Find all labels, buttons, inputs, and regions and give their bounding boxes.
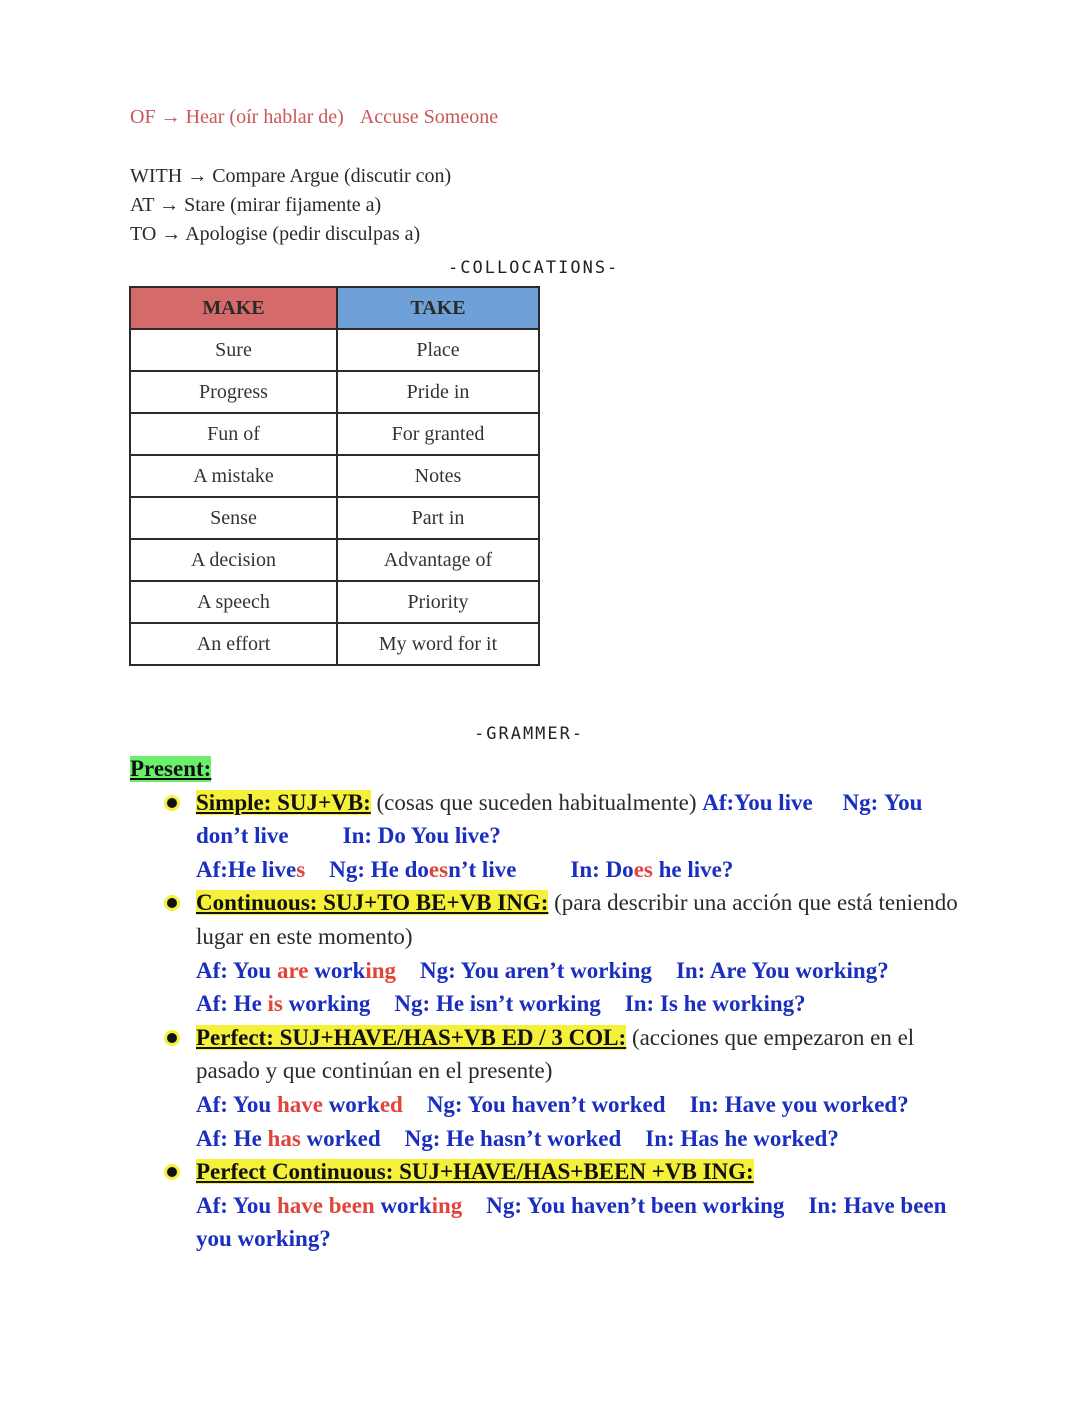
table-row (130, 413, 539, 455)
example-ng: Ng: He hasn’t worked (404, 1125, 622, 1151)
tense-desc-simple: (cosas que suceden habitualmente) (376, 789, 697, 815)
example-af-verb: work (308, 957, 366, 983)
example-af: Af:He live (196, 856, 297, 882)
table-row (130, 455, 539, 497)
collocations-title: -COLLOCATIONS- (448, 258, 620, 278)
collocations-table (129, 286, 540, 666)
tense-name-simple: Simple: SUJ+VB: (196, 789, 371, 815)
example-line-he (196, 853, 960, 887)
make-cell: An effort (130, 623, 337, 665)
present-label: Present: (130, 756, 212, 781)
tense-name-continuous: Continuous: SUJ+TO BE+VB ING: (196, 890, 549, 916)
take-cell: Advantage of (337, 539, 539, 581)
make-cell: Fun of (130, 413, 337, 455)
grammar-section (130, 752, 960, 1256)
header-take: TAKE (337, 287, 539, 329)
make-cell: Sure (130, 329, 337, 371)
list-item-perfect-continuous (196, 1155, 960, 1256)
of-preposition-line (130, 106, 498, 129)
highlight-aux: have been (276, 1192, 375, 1218)
take-cell: For granted (337, 413, 539, 455)
example-af: Af: You (196, 1192, 277, 1218)
tense-name-perfect-continuous: Perfect Continuous: SUJ+HAVE/HAS+BEEN +VB ING: (196, 1159, 754, 1185)
example-in: In: Is he working? (624, 991, 806, 1017)
example-line-you (196, 954, 960, 988)
highlight-ending: es (633, 856, 653, 882)
make-cell: A decision (130, 539, 337, 581)
highlight-aux: has (267, 1125, 301, 1151)
example-af-verb: work (374, 1192, 432, 1218)
list-item-perfect (196, 1021, 960, 1155)
example-ng: Ng: You aren’t working (420, 957, 652, 983)
table-row (130, 539, 539, 581)
example-ng: Ng: You haven’t been working (486, 1192, 785, 1218)
take-cell: Place (337, 329, 539, 371)
example-ng: Ng: He isn’t working (394, 991, 601, 1017)
table-row (130, 497, 539, 539)
with-preposition-line: WITH → Compare Argue (discutir con) (130, 165, 452, 187)
take-cell: Part in (337, 497, 539, 539)
list-item-simple (196, 786, 960, 887)
tense-name-perfect: Perfect: SUJ+HAVE/HAS+VB ED / 3 COL: (196, 1024, 627, 1050)
grammar-title: -GRAMMER- (474, 724, 585, 744)
highlight-aux: is (267, 991, 283, 1017)
example-in: In: Are You working? (675, 957, 889, 983)
example-in: In: Do (570, 856, 634, 882)
header-make: MAKE (130, 287, 337, 329)
example-in: In: Have you worked? (689, 1091, 909, 1117)
example-af: Af: He (196, 1125, 268, 1151)
table-header-row (130, 287, 539, 329)
highlight-ending: ing (365, 957, 397, 983)
highlight-aux: are (276, 957, 309, 983)
tense-desc-perfect: (acciones que empezaron en el pasado y que continúan en el presente) (196, 1024, 915, 1084)
table-row (130, 329, 539, 371)
highlight-aux: have (276, 1091, 323, 1117)
of-word-accuse: Accuse Someone (359, 106, 499, 128)
example-ng: Ng: You haven’t worked (426, 1091, 666, 1117)
list-item-continuous (196, 886, 960, 1020)
of-word-hear: Hear (oír hablar de) (185, 106, 344, 128)
take-cell: Pride in (337, 371, 539, 413)
example-in: In: Has he worked? (645, 1125, 839, 1151)
example-af-verb: work (322, 1091, 380, 1117)
make-cell: Sense (130, 497, 337, 539)
example-af: Af:You live (702, 789, 813, 815)
of-prefix: OF → (130, 106, 186, 128)
example-line-you (196, 1189, 960, 1256)
example-af-verb: working (282, 991, 371, 1017)
table-row (130, 581, 539, 623)
take-cell: Priority (337, 581, 539, 623)
example-ng: Ng: (842, 789, 879, 815)
example-in: In: Have been you working? (196, 1192, 947, 1252)
to-preposition-line: TO → Apologise (pedir disculpas a) (130, 223, 421, 245)
take-cell: Notes (337, 455, 539, 497)
highlight-ending: es (428, 856, 449, 882)
tense-desc-continuous: (para describir una acción que está teniendo lugar en este momento) (196, 890, 958, 949)
example-ng-cont: You don’t live (196, 789, 923, 849)
example-line-he (196, 1122, 960, 1156)
example-ng-end: n’t live (448, 856, 517, 882)
example-af: Af: You (196, 1091, 277, 1117)
example-ng: Ng: He do (329, 856, 429, 882)
example-af: Af: You (196, 957, 277, 983)
example-in: In: Do You live? (342, 823, 501, 849)
at-preposition-line: AT → Stare (mirar fijamente a) (130, 194, 382, 216)
make-cell: Progress (130, 371, 337, 413)
highlight-ending: s (296, 856, 306, 882)
tenses-list (130, 786, 960, 1256)
table-row (130, 623, 539, 665)
example-in-end: he live? (652, 856, 734, 882)
highlight-ending: ing (431, 1192, 463, 1218)
example-line-he (196, 987, 960, 1021)
example-af: Af: He (196, 991, 268, 1017)
table-row (130, 371, 539, 413)
example-af-verb: worked (300, 1125, 381, 1151)
make-cell: A speech (130, 581, 337, 623)
highlight-ending: ed (379, 1091, 403, 1117)
example-line-you (196, 1088, 960, 1122)
take-cell: My word for it (337, 623, 539, 665)
make-cell: A mistake (130, 455, 337, 497)
